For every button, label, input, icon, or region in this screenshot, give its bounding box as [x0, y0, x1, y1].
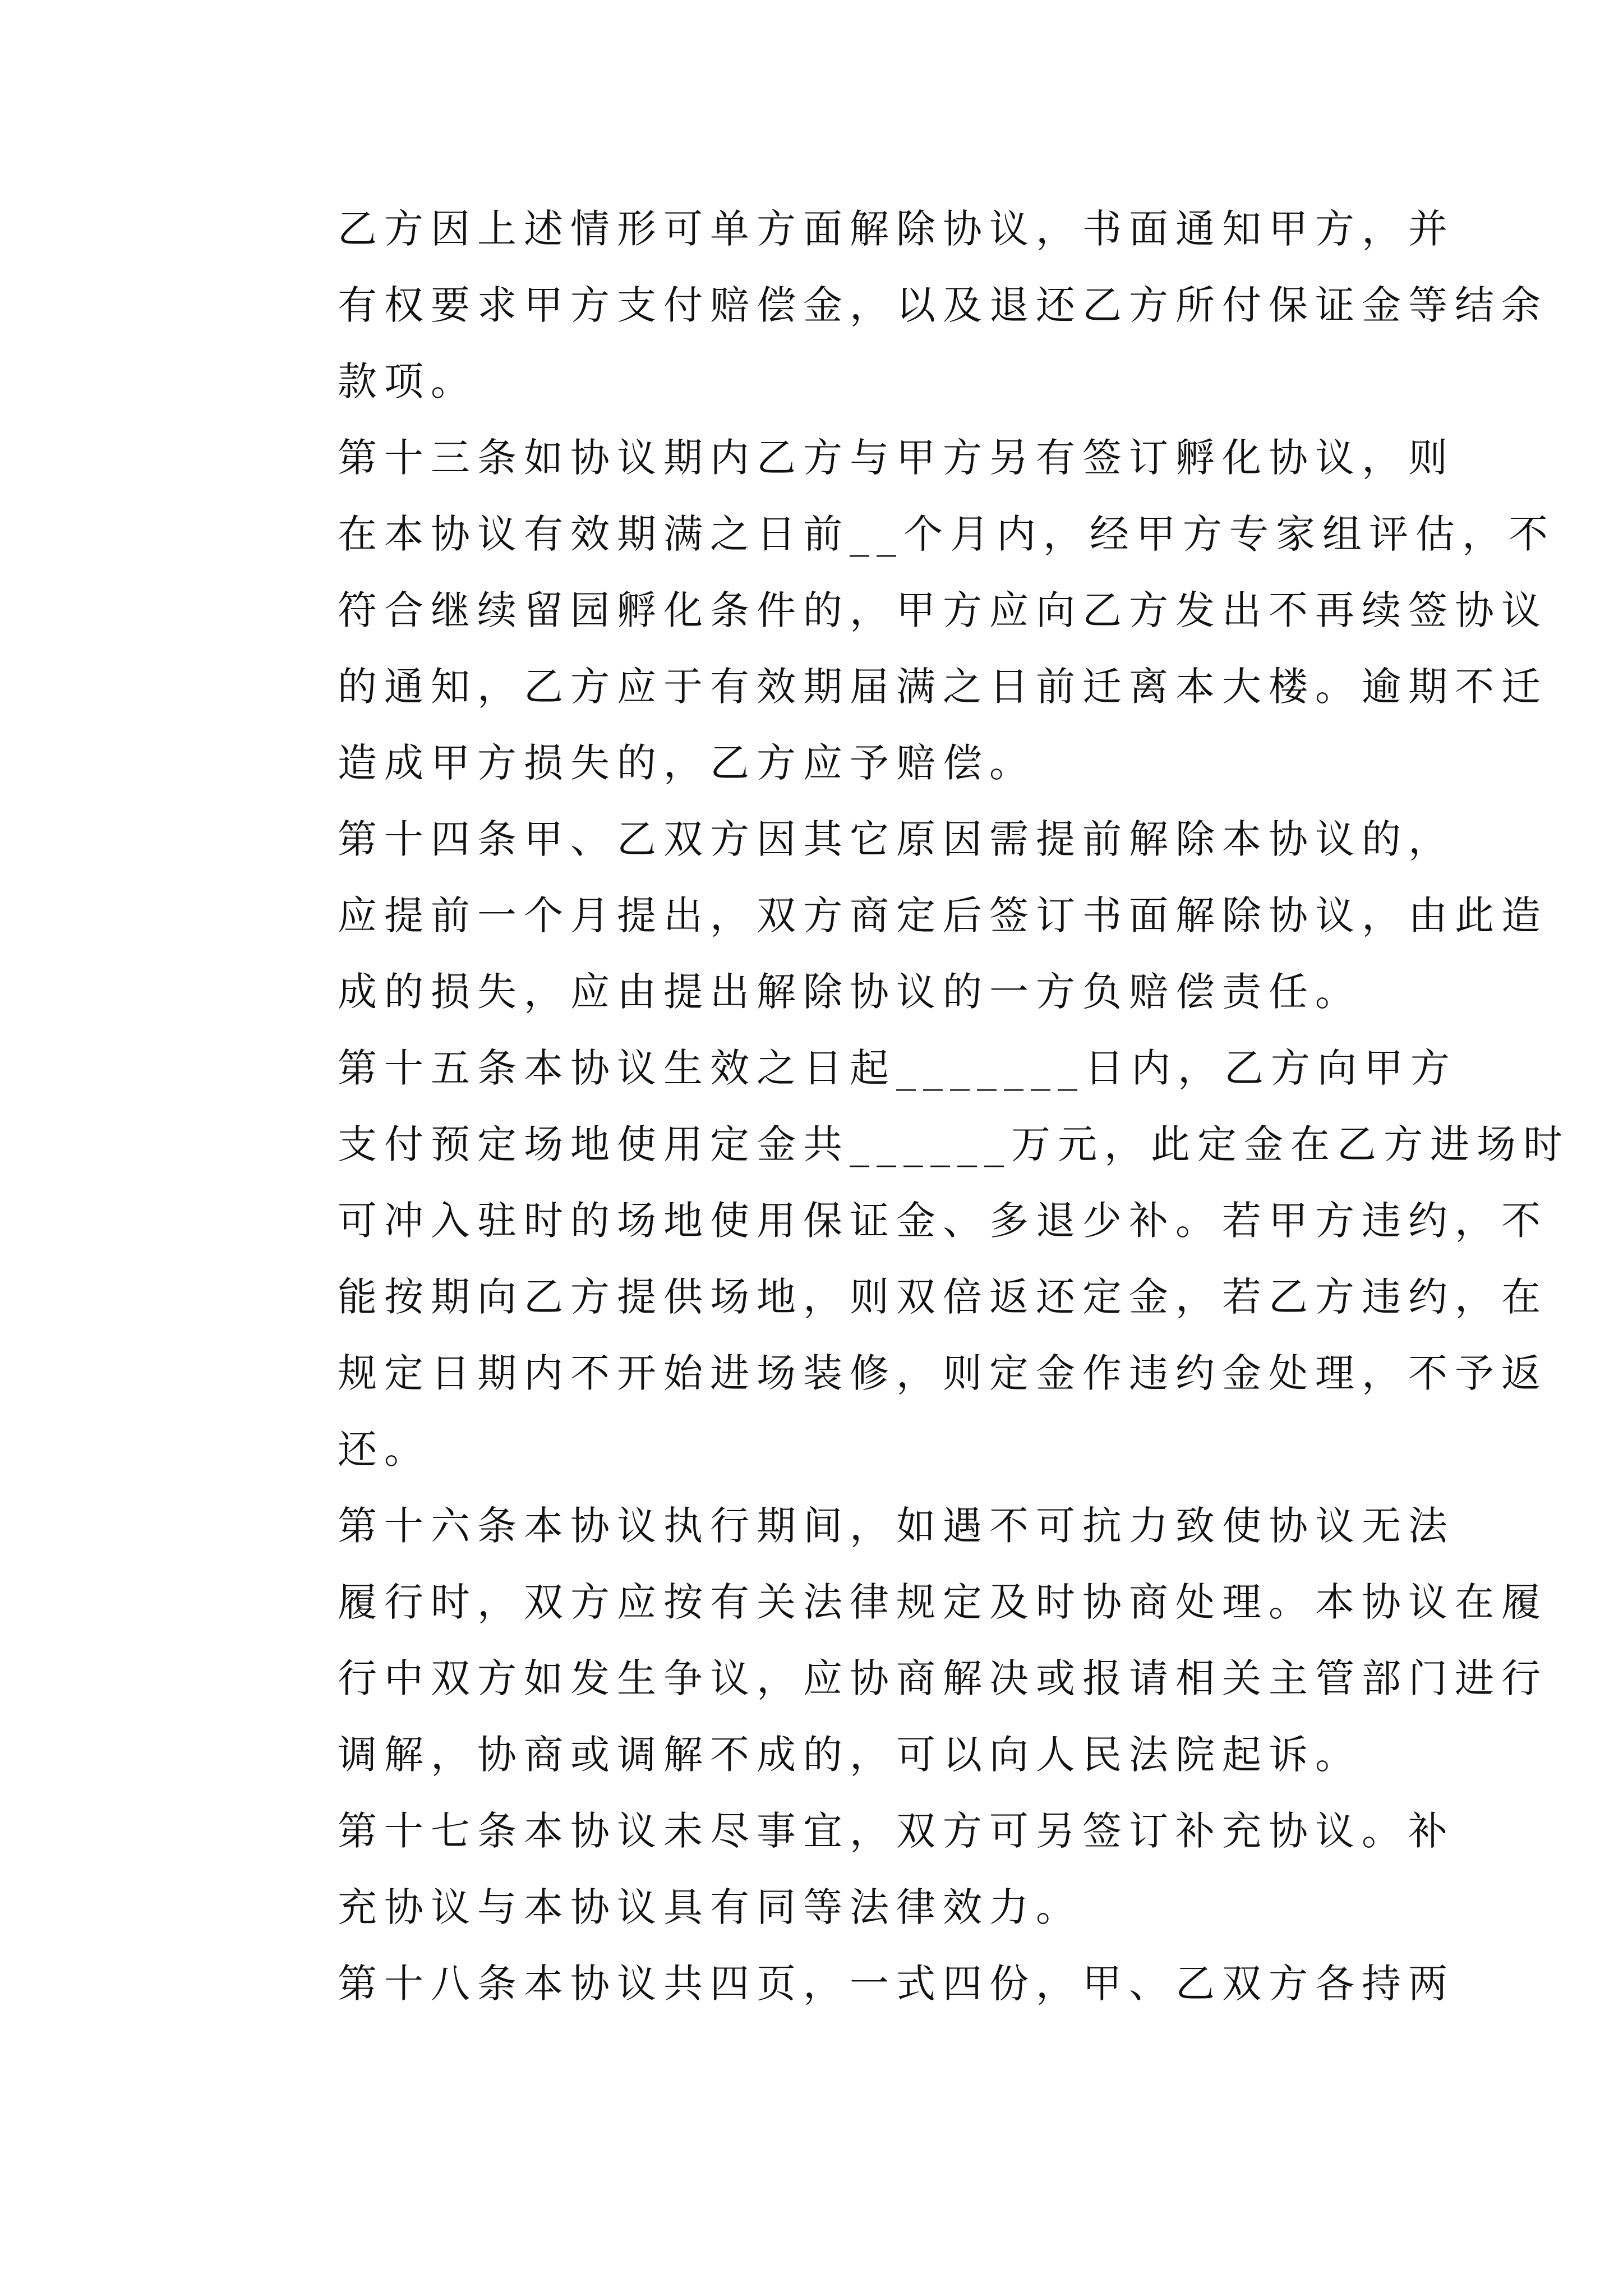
- text-line: 第十八条本协议共四页，一式四份，甲、乙双方各持两: [338, 1961, 1455, 2007]
- paragraph-article-13: [246, 420, 1555, 801]
- document-body: [246, 191, 1570, 2022]
- text-line: 第十三条如协议期内乙方与甲方另有签订孵化协议，则: [338, 435, 1455, 481]
- text-line: 能按期向乙方提供场地，则双倍返还定金，若乙方违约，在: [338, 1274, 1548, 1320]
- text-line: 款项。: [338, 358, 477, 404]
- text-line: 乙方因上述情形可单方面解除协议，书面通知甲方，并: [338, 206, 1455, 252]
- text-line: 支付预定场地使用定金共______万元，此定金在乙方进场时: [338, 1121, 1570, 1167]
- text-line: 行中双方如发生争议，应协商解决或报请相关主管部门进行: [338, 1655, 1548, 1701]
- text-line: 第十四条甲、乙双方因其它原因需提前解除本协议的，: [338, 816, 1455, 862]
- paragraph-article-17: [246, 1793, 1455, 1945]
- text-line: 履行时，双方应按有关法律规定及时协商处理。本协议在履: [338, 1579, 1548, 1625]
- text-line: 成的损失，应由提出解除协议的一方负赔偿责任。: [338, 969, 1362, 1015]
- text-line: 第十六条本协议执行期间，如遇不可抗力致使协议无法: [338, 1503, 1455, 1549]
- text-line: 第十七条本协议未尽事宜，双方可另签订补充协议。补: [338, 1808, 1455, 1854]
- paragraph-article-15: [246, 1030, 1570, 1488]
- text-line: 规定日期内不开始进场装修，则定金作违约金处理，不予返: [338, 1350, 1548, 1396]
- text-line: 的通知，乙方应于有效期届满之日前迁离本大楼。逾期不迁: [338, 664, 1548, 710]
- paragraph-article-16: [246, 1488, 1548, 1793]
- paragraph-termination-notice: [246, 191, 1548, 420]
- text-line: 在本协议有效期满之日前__个月内，经甲方专家组评估，不: [338, 511, 1555, 557]
- text-line: 可冲入驻时的场地使用保证金、多退少补。若甲方违约，不: [338, 1198, 1548, 1244]
- text-line: 有权要求甲方支付赔偿金，以及退还乙方所付保证金等结余: [338, 282, 1548, 328]
- text-line: 充协议与本协议具有同等法律效力。: [338, 1884, 1082, 1930]
- text-line: 造成甲方损失的，乙方应予赔偿。: [338, 740, 1036, 786]
- paragraph-article-14: [246, 801, 1548, 1030]
- paragraph-article-18: [246, 1945, 1455, 2022]
- text-line: 还。: [338, 1427, 431, 1473]
- text-line: 符合继续留园孵化条件的，甲方应向乙方发出不再续签协议: [338, 587, 1548, 633]
- text-line: 应提前一个月提出，双方商定后签订书面解除协议，由此造: [338, 892, 1548, 938]
- text-line: 调解，协商或调解不成的，可以向人民法院起诉。: [338, 1732, 1362, 1778]
- text-line: 第十五条本协议生效之日起_______日内，乙方向甲方: [338, 1045, 1457, 1091]
